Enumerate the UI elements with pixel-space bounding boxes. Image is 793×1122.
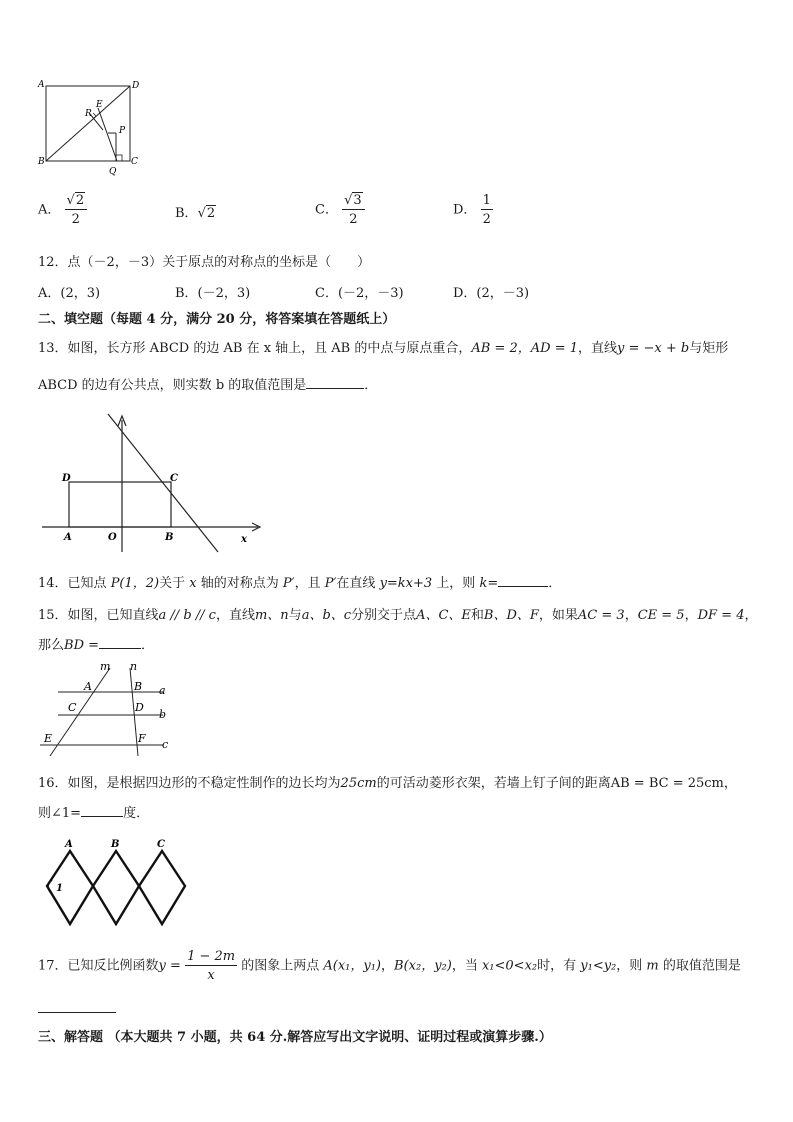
label-C: C: [170, 473, 178, 484]
answer-blank[interactable]: [306, 376, 364, 389]
q11-option-a: A． $\frac{√2}{2}$: [38, 194, 87, 226]
q12-stem: 12．点（－2，－3）关于原点的对称点的坐标是（ ）: [38, 255, 371, 270]
label-C: C: [68, 701, 77, 714]
label-O: O: [108, 532, 117, 543]
q15-line1: 15．如图，已知直线a // b // c，直线m、n与a、b、c分别交于点A、C、E和B、D、F，如果AC = 3，CE = 5，DF = 4，: [38, 608, 758, 623]
label-a: a: [159, 684, 166, 697]
label-D: D: [132, 81, 140, 91]
label-C: C: [131, 157, 138, 167]
figure-q16-rhombus-hanger: [40, 834, 190, 932]
q15-line2: 那么BD = ．: [38, 638, 155, 653]
label-E: E: [44, 732, 53, 745]
answer-blank[interactable]: [99, 636, 141, 649]
figure-q13-rectangle: [38, 412, 268, 557]
answer-blank[interactable]: [81, 804, 123, 817]
label-A: A: [64, 532, 72, 543]
label-A: A: [38, 80, 45, 90]
label-x-axis: x: [241, 534, 247, 545]
label-C: C: [157, 839, 165, 850]
label-B: B: [165, 532, 174, 543]
figure-q15-parallel-lines: [38, 658, 178, 758]
label-angle-1: 1: [56, 883, 63, 894]
label-A: A: [84, 680, 92, 693]
q16-line1: 16．如图，是根据四边形的不稳定性制作的边长均为25cm的可活动菱形衣架，若墙上钉子间的距离AB = BC = 25cm，: [38, 776, 737, 791]
label-b: b: [159, 708, 167, 721]
label-P: P: [119, 126, 126, 136]
label-D: D: [135, 701, 144, 714]
label-n: n: [130, 660, 138, 673]
q13-line1: 13．如图，长方形 ABCD 的边 AB 在 x 轴上，且 AB 的中点与原点重合，AB = 2，AD = 1，直线y = −x + b与矩形: [38, 341, 729, 356]
q12-option-b: B．(－2，3): [175, 286, 251, 301]
label-B: B: [134, 680, 143, 693]
q13-line2: ABCD 的边有公共点，则实数 b 的取值范围是 ．: [38, 378, 378, 393]
q12-option-a: A．(2，3): [38, 286, 101, 301]
label-B: B: [38, 157, 45, 167]
label-Q: Q: [109, 167, 117, 176]
answer-blank[interactable]: [498, 574, 548, 587]
q12-option-c: C．(－2，－3): [315, 286, 404, 301]
q11-option-b: B．√2: [175, 206, 216, 221]
q11-option-c: C． $\frac{√3}{2}$: [315, 194, 365, 226]
label-c: c: [162, 738, 169, 751]
section-3-heading: 三、解答题 （本大题共 7 小题，共 64 分.解答应写出文字说明、证明过程或演算步骤.）: [38, 1030, 552, 1045]
section-2-heading: 二、填空题（每题 4 分，满分 20 分，将答案填在答题纸上）: [38, 312, 396, 327]
label-R: R: [85, 109, 92, 119]
label-E: E: [96, 100, 103, 110]
q14-text: 14．已知点 P(1，2)关于 x 轴的对称点为 P′，且 P′在直线 y=kx+3 上，则 k= ．: [38, 576, 562, 591]
label-F: F: [138, 732, 146, 745]
figure-q11-square: [36, 78, 146, 176]
label-B: B: [111, 839, 120, 850]
q11-option-d: D． $\frac{1}{2}$: [453, 193, 491, 227]
q16-line2: 则∠1= 度．: [38, 806, 150, 821]
answer-blank[interactable]: [38, 1000, 116, 1013]
label-m: m: [100, 660, 111, 673]
q17-text: 17．已知反比例函数y = $\frac{1 - 2m}{x}$ 的图象上两点 A(x₁，y₁)，B(x₂，y₂)，当 x₁<0<x₂时，有 y₁<y₂，则 m 的取值范围是: [38, 949, 741, 983]
q12-option-d: D．(2，－3): [453, 286, 530, 301]
label-D: D: [62, 473, 71, 484]
label-A: A: [65, 839, 73, 850]
